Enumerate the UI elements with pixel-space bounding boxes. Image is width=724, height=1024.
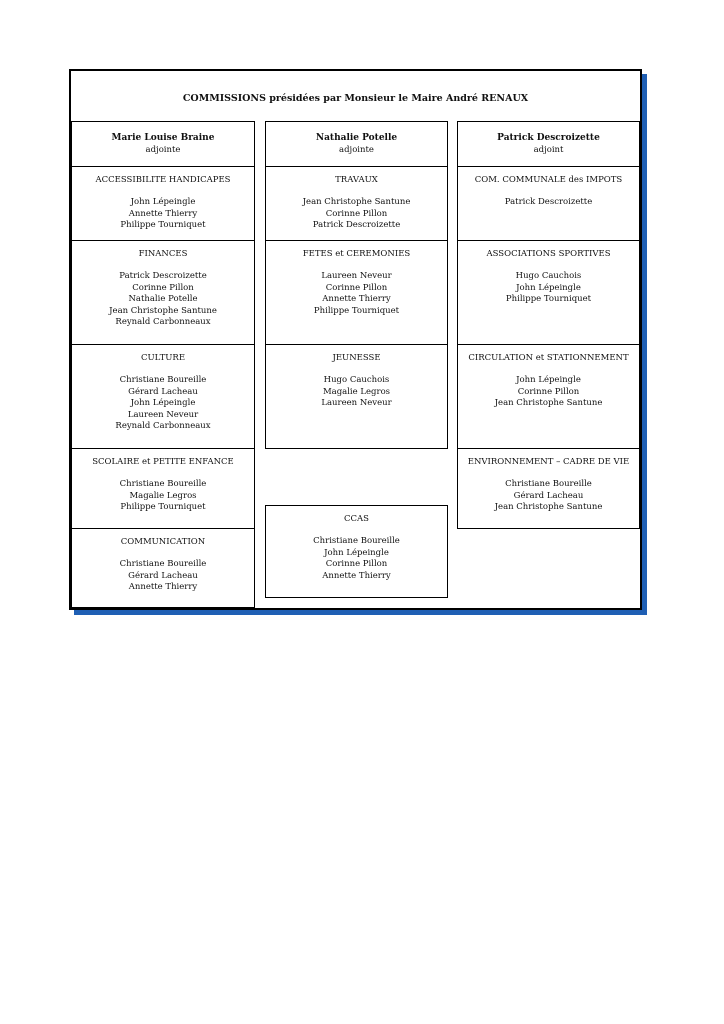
- commission-title: ASSOCIATIONS SPORTIVES: [486, 249, 611, 259]
- member-name: John Lépeingle: [324, 547, 389, 558]
- member-list: [266, 375, 447, 410]
- column-name: Nathalie Potelle: [315, 133, 398, 143]
- member-name: Corinne Pillon: [325, 282, 388, 293]
- member-name: Nathalie Potelle: [128, 294, 198, 304]
- member-list: [266, 536, 447, 582]
- commission-title: ACCESSIBILITE HANDICAPES: [95, 175, 231, 185]
- commission-cell: [71, 448, 255, 529]
- commission-cell: [457, 344, 640, 449]
- commission-title: FINANCES: [138, 249, 188, 259]
- commission-cell: [265, 344, 448, 449]
- member-list: [72, 375, 254, 433]
- member-name: Patrick Descroizette: [312, 220, 401, 230]
- commission-title: ENVIRONNEMENT – CADRE DE VIE: [467, 457, 630, 467]
- column-header: [265, 121, 448, 167]
- member-name: Philippe Tourniquet: [505, 294, 592, 304]
- column-role: adjointe: [339, 145, 374, 155]
- commission-title: COM. COMMUNALE des IMPOTS: [474, 175, 623, 185]
- member-name: Hugo Cauchois: [515, 271, 582, 281]
- member-name: Patrick Descroizette: [119, 271, 207, 281]
- commission-cell: [265, 240, 448, 345]
- member-name: Gérard Lacheau: [128, 570, 198, 581]
- column-name: Marie Louise Braine: [111, 133, 215, 143]
- member-name: Patrick Descroizette: [504, 197, 593, 207]
- commission-cell: [71, 240, 255, 345]
- member-name: Corinne Pillon: [325, 559, 388, 569]
- member-name: Jean Christophe Santune: [302, 197, 411, 207]
- member-list: [72, 197, 254, 232]
- commission-cell: [71, 344, 255, 449]
- member-name: John Lépeingle: [516, 375, 581, 385]
- commission-cell: [71, 166, 255, 241]
- member-name: Annette Thierry: [128, 208, 198, 219]
- column-role: adjointe: [145, 145, 181, 155]
- member-name: John Lépeingle: [130, 197, 196, 207]
- member-list: [266, 271, 447, 317]
- commission-cell: [71, 528, 255, 608]
- member-name: Corinne Pillon: [132, 282, 194, 293]
- member-name: Annette Thierry: [322, 570, 391, 581]
- member-name: Christiane Boureille: [119, 559, 207, 569]
- member-name: Philippe Tourniquet: [313, 305, 400, 316]
- column-name: Patrick Descroizette: [497, 133, 600, 143]
- commission-title: CULTURE: [140, 353, 186, 363]
- member-list: [72, 479, 254, 514]
- member-name: Magalie Legros: [322, 386, 391, 397]
- page-title: COMMISSIONS présidées par Monsieur le Maire André RENAUX: [182, 93, 529, 104]
- commission-title: SCOLAIRE et PETITE ENFANCE: [92, 457, 234, 467]
- member-name: Magalie Legros: [129, 490, 197, 501]
- member-name: Hugo Cauchois: [323, 375, 390, 385]
- member-name: Philippe Tourniquet: [120, 220, 206, 230]
- member-name: Gérard Lacheau: [513, 490, 584, 501]
- member-name: Annette Thierry: [128, 582, 198, 592]
- commissions-frame: [69, 69, 642, 610]
- member-list: [458, 375, 639, 410]
- member-name: Philippe Tourniquet: [120, 502, 206, 512]
- member-list: [72, 559, 254, 594]
- member-name: Reynald Carbonneaux: [115, 421, 211, 431]
- column-header: [457, 121, 640, 167]
- member-name: Laureen Neveur: [321, 271, 392, 281]
- member-list: [266, 197, 447, 232]
- commission-title: FETES et CEREMONIES: [302, 249, 411, 259]
- member-name: Reynald Carbonneaux: [115, 317, 211, 327]
- commission-cell: [457, 448, 640, 529]
- member-name: Christiane Boureille: [313, 536, 400, 546]
- member-name: Christiane Boureille: [119, 375, 207, 385]
- commission-cell: [265, 505, 448, 598]
- commission-title: JEUNESSE: [332, 353, 381, 363]
- commission-title: CCAS: [344, 514, 369, 524]
- commission-title: COMMUNICATION: [120, 537, 206, 547]
- member-name: Jean Christophe Santune: [109, 305, 217, 316]
- column-header: [71, 121, 255, 167]
- member-list: [72, 271, 254, 329]
- member-name: Laureen Neveur: [127, 409, 199, 420]
- member-name: John Lépeingle: [130, 398, 196, 408]
- member-name: Gérard Lacheau: [128, 386, 198, 397]
- member-name: Christiane Boureille: [119, 479, 207, 489]
- commission-title: CIRCULATION et STATIONNEMENT: [468, 353, 629, 363]
- member-list: [458, 271, 639, 306]
- member-list: [458, 479, 639, 514]
- member-name: Corinne Pillon: [517, 386, 580, 397]
- commission-cell: [457, 166, 640, 241]
- commission-cell: [265, 166, 448, 241]
- member-name: John Lépeingle: [516, 282, 581, 293]
- commission-cell: [457, 240, 640, 345]
- member-list: [458, 197, 639, 209]
- member-name: Christiane Boureille: [505, 479, 592, 489]
- member-name: Laureen Neveur: [321, 398, 392, 408]
- commission-title: TRAVAUX: [335, 175, 378, 185]
- column-role: adjoint: [533, 145, 564, 155]
- member-name: Jean Christophe Santune: [494, 502, 603, 512]
- member-name: Jean Christophe Santune: [494, 398, 603, 408]
- member-name: Corinne Pillon: [325, 208, 388, 219]
- member-name: Annette Thierry: [322, 294, 391, 304]
